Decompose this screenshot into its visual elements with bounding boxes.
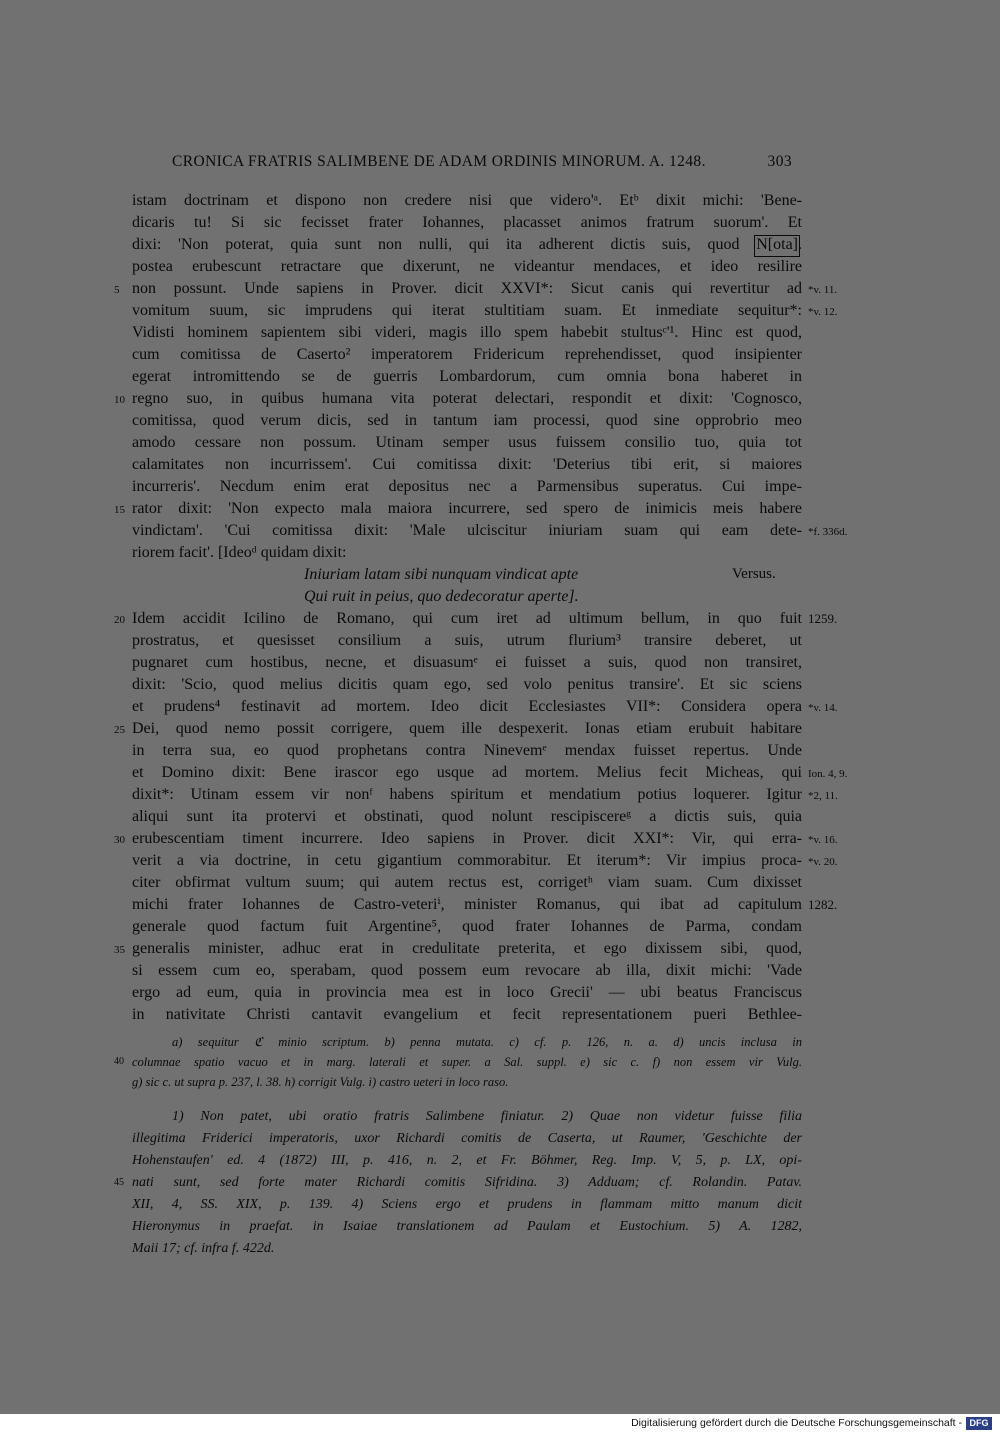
line-number: 10 xyxy=(114,394,125,406)
running-header xyxy=(172,153,792,171)
text-line: egerat intromittendo se de guerris Lombardorum, cum omnia bona haberet in xyxy=(132,368,802,385)
text-line: prostratus, et quesisset consilium a suis, utrum flurium³ transire deberet, ut xyxy=(132,632,802,649)
margin-note: Ion. 4, 9. xyxy=(808,768,848,780)
text-line: dicaris tu! Si sic fecisset frater Iohannes, placasset animos fratrum suorum'. Et xyxy=(132,214,802,231)
note-line: nati sunt, sed forte mater Richardi comitis Sifridina. 3) Adduam; cf. Rolandin. Patav. xyxy=(132,1175,802,1190)
text-line: incurreris'. Necdum enim erat depositus nec a Parmensibus superatus. Cui impe- xyxy=(132,478,802,495)
text-line: ergo ad eum, quia in provincia mea est in loco Grecii' — ubi beatus Franciscus xyxy=(132,984,802,1001)
text-line: pugnaret cum hostibus, necne, et disuasumᵉ ei fuisset a suis, quod non transiret, xyxy=(132,654,802,671)
line-number: 30 xyxy=(114,834,125,846)
line-number: 15 xyxy=(114,504,125,516)
verse-line: Qui ruit in peius, quo dedecoratur aperte]. xyxy=(304,588,579,605)
line-number: 40 xyxy=(114,1056,124,1067)
text-line: Vidisti hominem sapientem sibi videri, magis illo spem habebit stultusᶜ'¹. Hinc est quod, xyxy=(132,324,802,341)
text-line: non possunt. Unde sapiens in Prover. dicit XXVI*: Sicut canis qui revertitur ad xyxy=(132,280,802,297)
text-line: rator dixit: 'Non expecto mala maiora incurrere, sed spero de inimicis meis habere xyxy=(132,500,802,517)
text-line: generalis minister, adhuc erat in credulitate preterita, et ego dixissem sibi, quod, xyxy=(132,940,802,957)
text-line: comitissa, quod verum dicis, sed in tantum iam processi, quod sine opprobrio meo xyxy=(132,412,802,429)
note-line: 1) Non patet, ubi oratio fratris Salimbene finiatur. 2) Quae non videtur fuisse filia xyxy=(172,1109,802,1124)
text-line: dixit: 'Scio, quod melius dicitis quam ego, sed volo penitus transire'. Et sic sciens xyxy=(132,676,802,693)
text-line: calamitates non incurrissem'. Cui comitissa dixit: 'Deterius tibi erit, si maiores xyxy=(132,456,802,473)
text-line: regno suo, in quibus humana vita poterat delectari, respondit et dixit: 'Cognosco, xyxy=(132,390,802,407)
text-line: Dei, quod nemo possit corrigere, quem ille despexerit. Ionas etiam erubuit habitare xyxy=(132,720,802,737)
margin-note: *v. 14. xyxy=(808,702,838,714)
running-title: CRONICA FRATRIS SALIMBENE DE ADAM ORDINIS MINORUM. A. 1248. xyxy=(172,153,706,170)
funding-text: Digitalisierung gefördert durch die Deutsche Forschungsgemeinschaft - xyxy=(631,1417,962,1429)
line-number: 5 xyxy=(114,284,120,296)
line-number: 20 xyxy=(114,614,125,626)
note-line: Hohenstaufen' ed. 4 (1872) III, p. 416, n. 2, et Fr. Böhmer, Reg. Imp. V, 5, p. LX, opi- xyxy=(132,1153,802,1168)
note-line: illegitima Friderici imperatoris, uxor Richardi comitis de Caserta, ut Raumer, 'Geschichte der xyxy=(132,1131,802,1146)
text-line: verit a via doctrine, in cetu gigantium commorabitur. Et iterum*: Vir impius proca- xyxy=(132,852,802,869)
page-number: 303 xyxy=(767,153,792,170)
verse-label: Versus. xyxy=(732,566,776,582)
text-line: michi frater Iohannes de Castro-veteriⁱ, minister Romanus, qui ibat ad capitulum xyxy=(132,896,802,913)
funding-footer xyxy=(0,1414,1000,1434)
line-number: 25 xyxy=(114,724,125,736)
text-line: dixit*: Utinam essem vir nonᶠ habens spiritum et mendatium potius loquerer. Igitur xyxy=(132,786,802,803)
dfg-logo: DFG xyxy=(966,1417,992,1430)
text-line: dixi: 'Non poterat, quia sunt non nulli, qui ita adherent dictis suis, quod N[ota]. xyxy=(132,236,802,253)
text-line: si essem cum eo, sperabam, quod possem eum revocare ab illa, dixit michi: 'Vade xyxy=(132,962,802,979)
apparatus-line: columnae spatio vacuo et in marg. laterali et super. a Sal. suppl. e) sic c. f) non essem vir Vulg. xyxy=(132,1055,802,1069)
margin-note: *v. 12. xyxy=(808,306,838,318)
text-line: riorem facit'. [Ideoᵈ quidam dixit: xyxy=(132,544,347,561)
text-line: et Domino dixit: Bene irascor ego usque ad mortem. Melius fecit Micheas, qui xyxy=(132,764,802,781)
text-line: in terra sua, eo quod prophetans contra Ninevemᵉ mendax fuisset repertus. Unde xyxy=(132,742,802,759)
margin-note: *v. 11. xyxy=(808,284,838,296)
margin-note: *2, 11. xyxy=(808,790,838,802)
text-line: et prudens⁴ festinavit ad mortem. Ideo dicit Ecclesiastes VII*: Considera opera xyxy=(132,698,802,715)
text-line: erubescentiam timent incurrere. Ideo sapiens in Prover. dicit XXI*: Vir, qui erra- xyxy=(132,830,802,847)
text-line: amodo cessare non possum. Utinam semper usus fuissem consilio tuo, quia tot xyxy=(132,434,802,451)
text-line: in nativitate Christi cantavit evangelium et fecit representationem pueri Bethlee- xyxy=(132,1006,802,1023)
margin-note: *v. 20. xyxy=(808,856,838,868)
note-line: Hieronymus in praefat. in Isaiae translationem ad Paulam et Eustochium. 5) A. 1282, xyxy=(132,1219,802,1234)
margin-note: 1282. xyxy=(808,897,838,912)
text-line: Idem accidit Icilino de Romano, qui cum iret ad ultimum bellum, in quo fuit xyxy=(132,610,802,627)
margin-note: *f. 336d. xyxy=(808,526,848,538)
text-line: vindictam'. 'Cui comitissa dixit: 'Male ulciscitur iniuriam suam qui eam dete- xyxy=(132,522,802,539)
apparatus-line: g) sic c. ut supra p. 237, l. 38. h) corrigit Vulg. i) castro ueteri in loco raso. xyxy=(132,1075,509,1089)
text-line: cum comitissa de Caserto² imperatorem Fridericum reprehendisset, quod insipienter xyxy=(132,346,802,363)
text-line: aliqui sunt ita protervi et obstinati, quod nolunt rescipiscereᵍ a dictis suis, quia xyxy=(132,808,802,825)
note-line: Maii 17; cf. infra f. 422d. xyxy=(132,1241,275,1256)
text-line: citer obfirmat vultum suum; qui autem rectus est, corrigetʰ viam suam. Cum dixisset xyxy=(132,874,802,891)
text-line: istam doctrinam et dispono non credere nisi que videro'ᵃ. Etᵇ dixit michi: 'Bene- xyxy=(132,192,802,209)
margin-note: *v. 16. xyxy=(808,834,838,846)
text-line: generale quod factum fuit Argentine⁵, quod frater Iohannes de Parma, condam xyxy=(132,918,802,935)
nota-box xyxy=(754,235,800,257)
note-line: XII, 4, SS. XIX, p. 139. 4) Sciens ergo et prudens in flammam mitto manum dicit xyxy=(132,1197,802,1212)
margin-note: 1259. xyxy=(808,611,838,626)
text-line: vomitum suum, sic imprudens qui iterat stultitiam suam. Et inmediate sequitur*: xyxy=(132,302,802,319)
line-number: 45 xyxy=(114,1177,124,1188)
apparatus-line: a) sequitur ℭ minio scriptum. b) penna mutata. c) cf. p. 126, n. a. d) uncis inclusa in xyxy=(172,1035,802,1049)
line-number: 35 xyxy=(114,944,125,956)
verse-line: Iniuriam latam sibi nunquam vindicat apte xyxy=(304,566,579,583)
text-line: postea erubescunt retractare que dixerunt, ne videantur mendaces, et ideo resilire xyxy=(132,258,802,275)
